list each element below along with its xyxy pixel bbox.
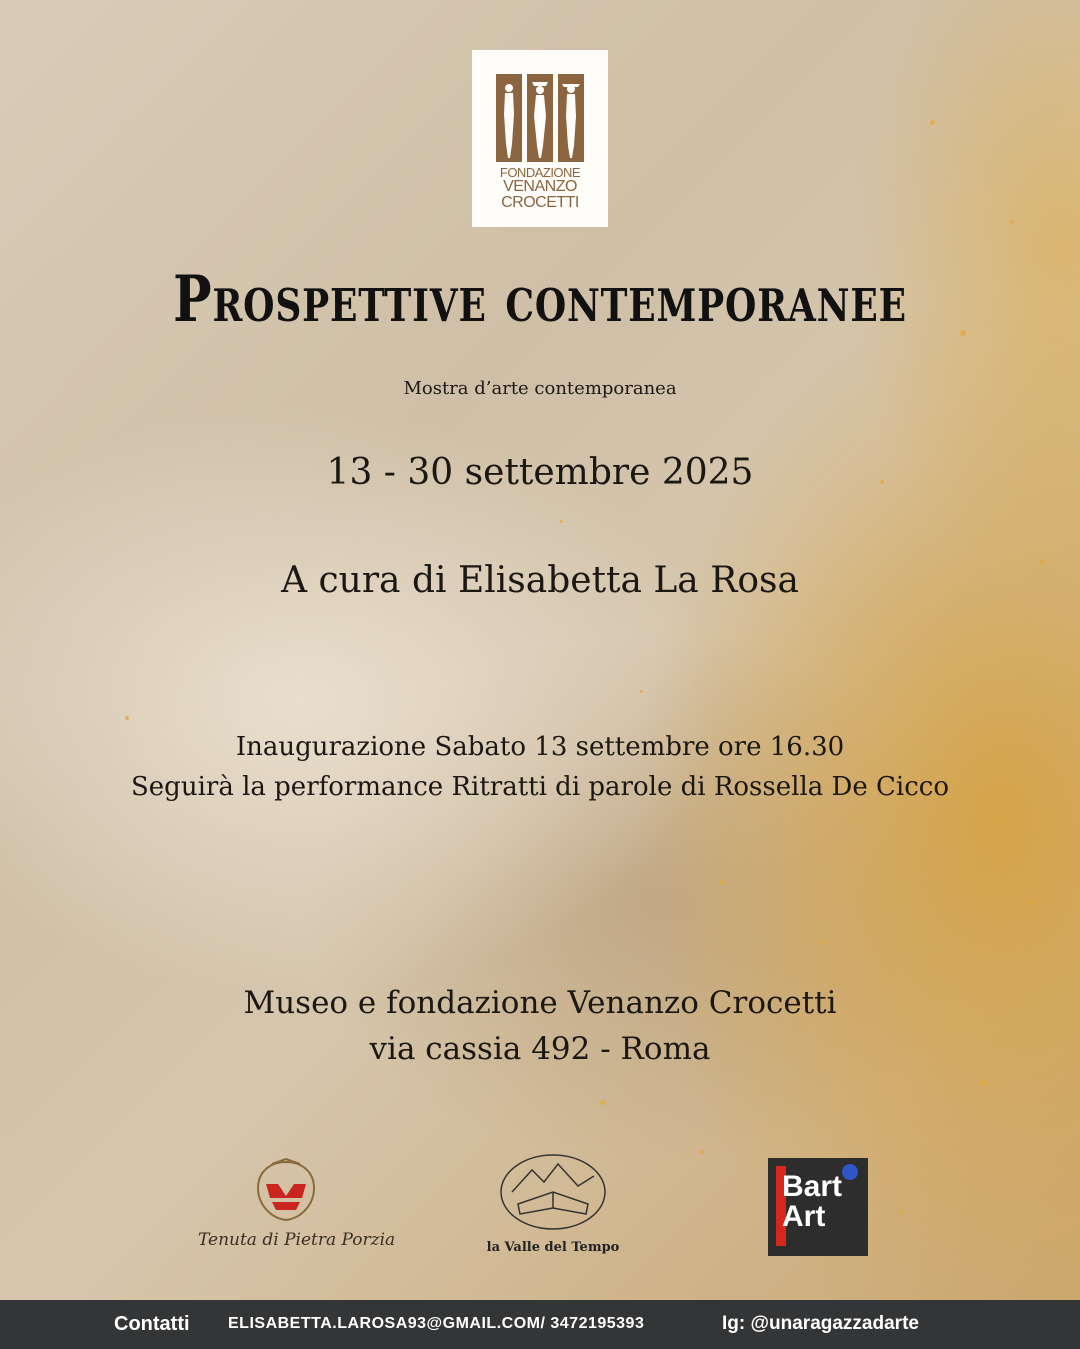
tenuta-crest-icon [250, 1158, 322, 1224]
contact-email-phone[interactable]: ELISABETTA.LAROSA93@GMAIL.COM/ 3472195393 [228, 1315, 645, 1332]
logo-line-1: FONDAZIONE [499, 165, 581, 180]
curator: A cura di Elisabetta La Rosa [281, 560, 799, 601]
bart-line-2: Art [782, 1200, 826, 1233]
logo-line-3: CROCETTI [501, 194, 579, 211]
sponsor-bartart [768, 1158, 868, 1256]
bart-blue-dot [842, 1164, 858, 1180]
tenuta-name: Tenuta di Pietra Porzia [198, 1230, 396, 1250]
logo-wordmark [500, 166, 580, 211]
fondazione-logo [472, 50, 608, 227]
valle-name: la Valle del Tempo [486, 1240, 620, 1255]
venue-name: Museo e fondazione Venanzo Crocetti [243, 985, 837, 1021]
logo-line-2: VENANZO [503, 178, 577, 195]
bart-line-1: Bart [782, 1170, 843, 1203]
subtitle: Mostra d’arte contemporanea [403, 378, 677, 399]
exhibition-dates: 13 - 30 settembre 2025 [326, 452, 754, 493]
sponsor-valle [478, 1152, 628, 1255]
bartart-logo [782, 1172, 842, 1232]
sculpture-figures-icon [496, 74, 584, 162]
contact-footer [0, 1300, 1080, 1349]
contacts-label: Contatti [114, 1313, 190, 1335]
open-book-mountains-icon [498, 1152, 608, 1232]
instagram-handle[interactable]: Ig: @unaragazzadarte [722, 1313, 919, 1334]
opening-info: Inaugurazione Sabato 13 settembre ore 16.30 [235, 732, 845, 762]
venue-address: via cassia 492 - Roma [369, 1031, 711, 1067]
sponsor-tenuta [198, 1158, 396, 1250]
page-title: Prospettive contemporanee [173, 262, 907, 337]
performance-info: Seguirà la performance Ritratti di parole di Rossella De Cicco [130, 772, 950, 802]
